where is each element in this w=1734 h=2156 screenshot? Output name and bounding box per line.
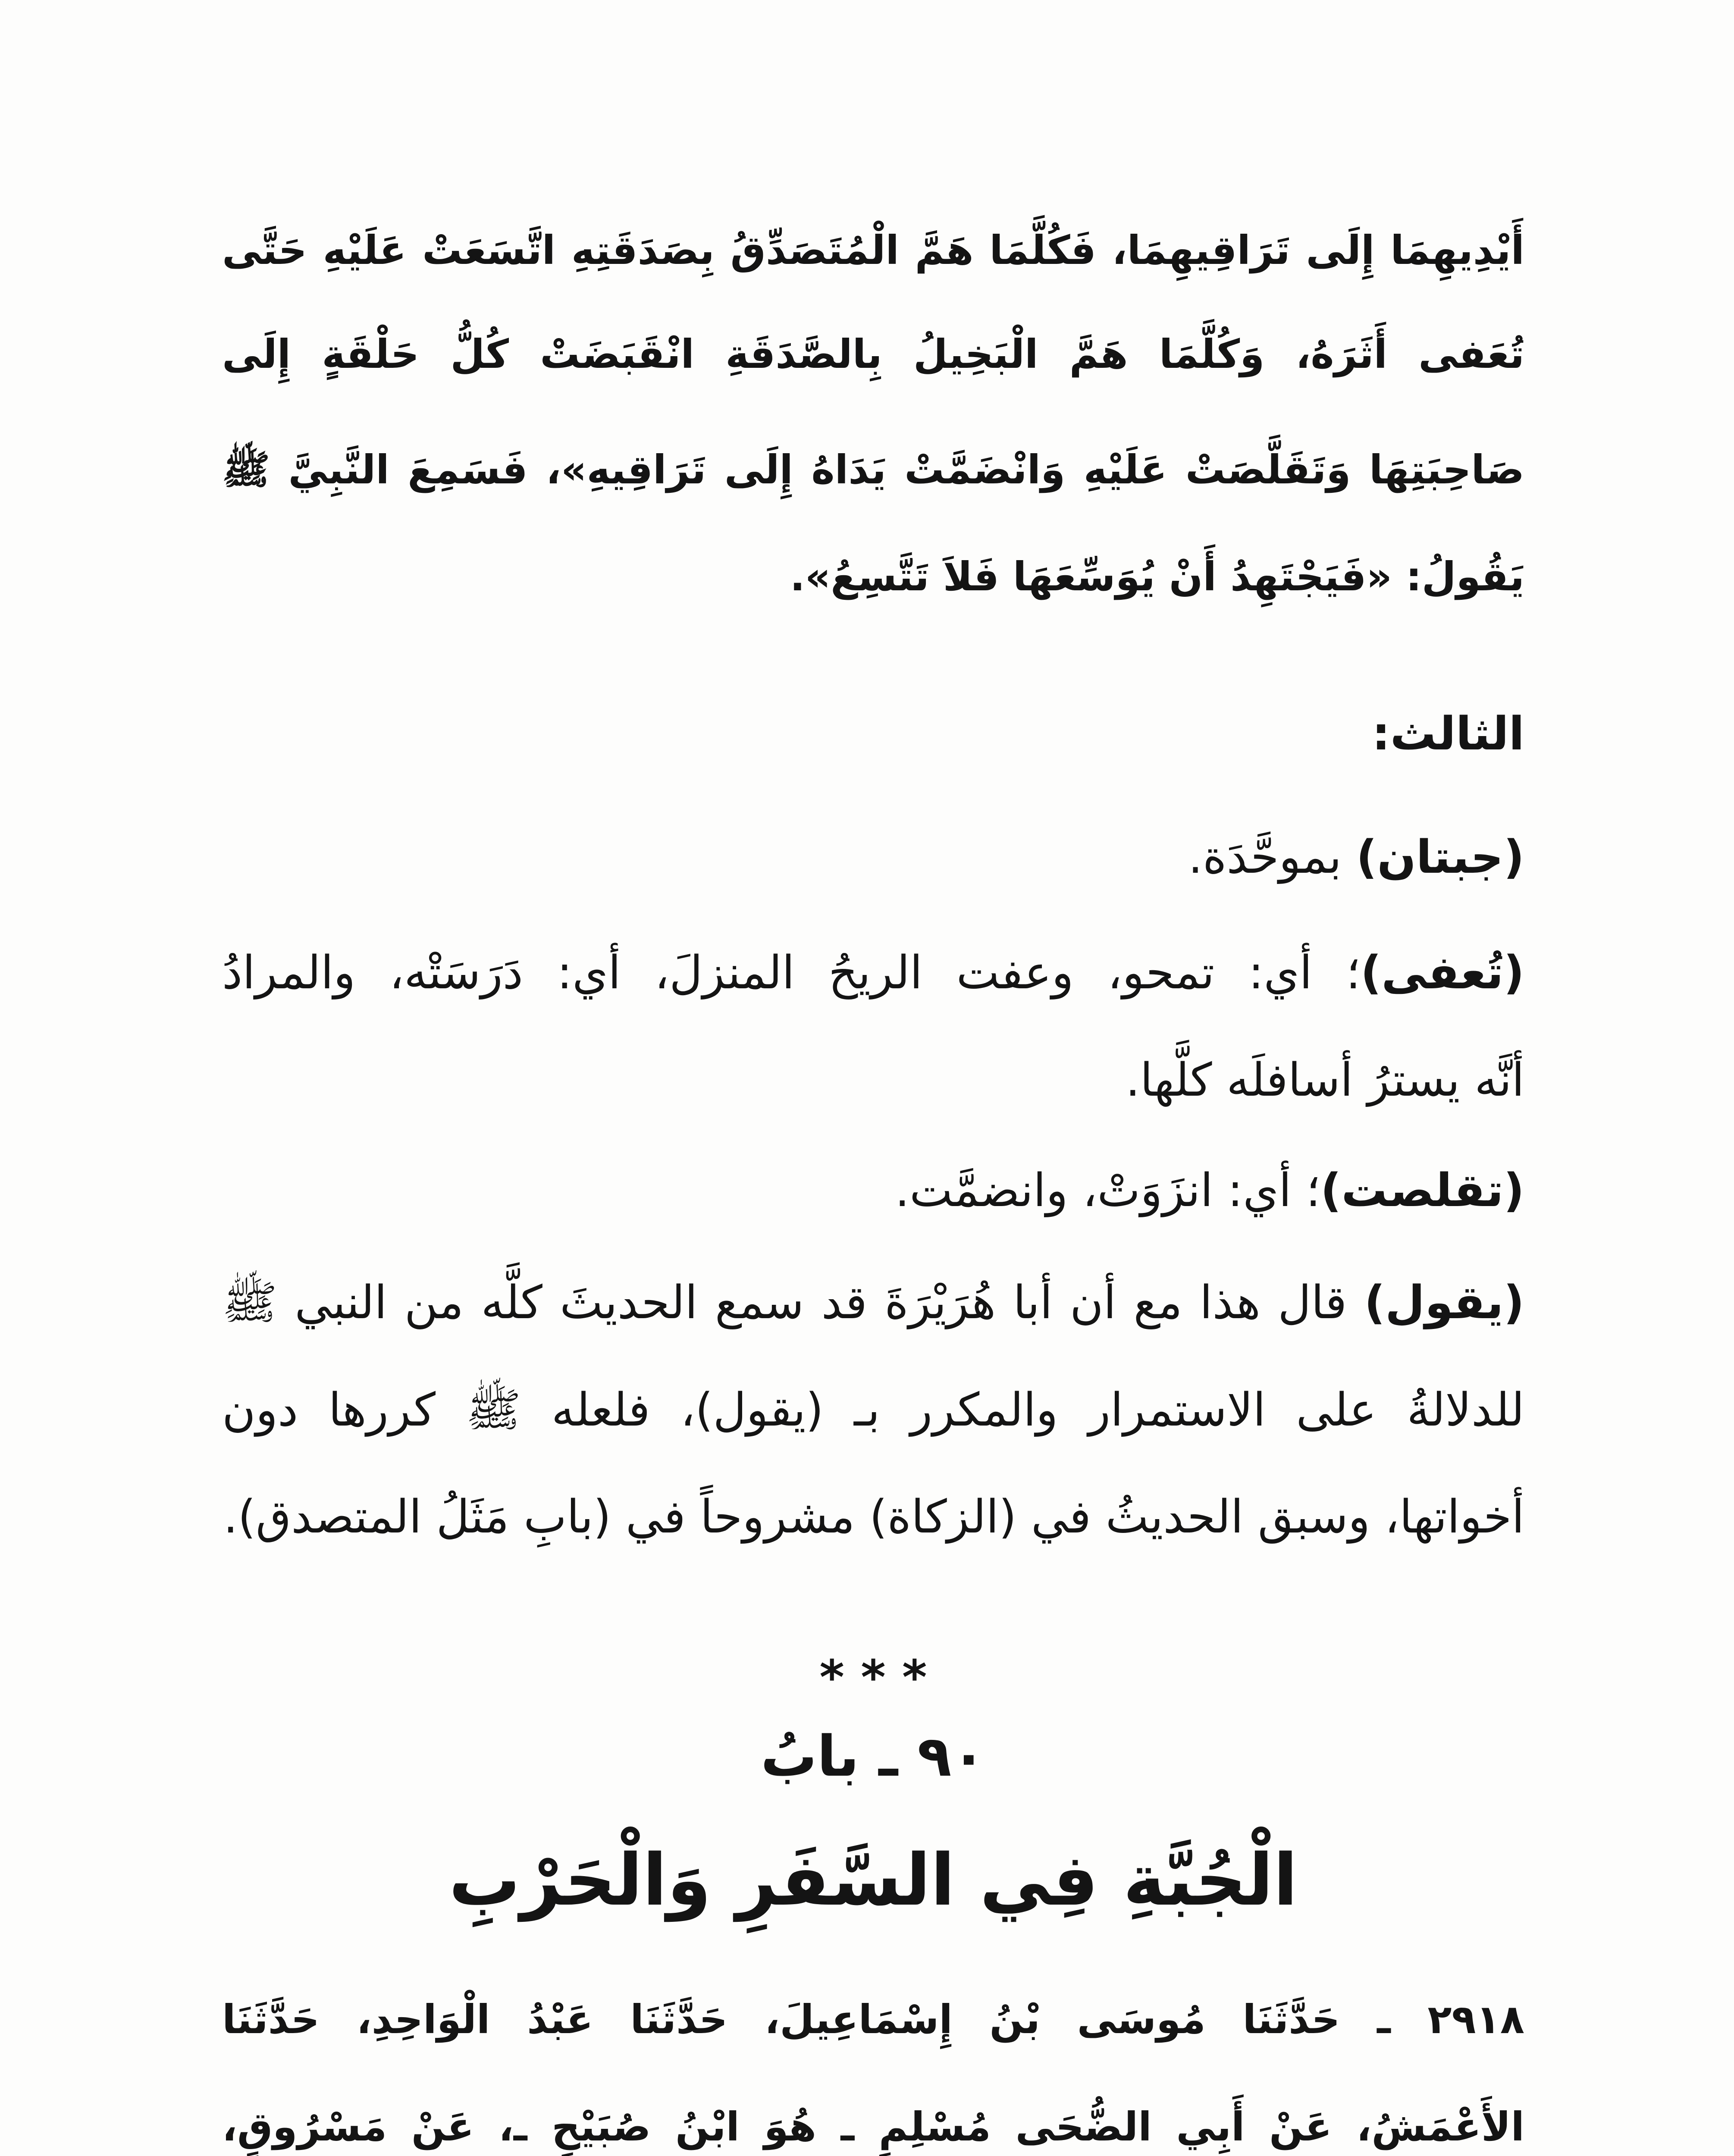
commentary-term: (جبتان) [1356, 830, 1524, 884]
commentary-term: (يقول) [1364, 1276, 1524, 1329]
commentary-continuation: أنَّه يسترُ أسافلَه كلَّها. [1126, 1053, 1524, 1106]
chapter-title: الْجُبَّةِ فِي السَّفَرِ وَالْحَرْبِ [448, 1839, 1298, 1921]
commentary-continuation: للدلالةُ على الاستمرار والمكرر بـ (يقول)، فلعله ﷺ كررها دون [222, 1383, 1524, 1436]
section-separator: * * * [819, 1650, 927, 1705]
commentary-entry [222, 805, 1524, 909]
hadith-line: ٢٩١٨ ـ حَدَّثَنَا مُوسَى بْنُ إِسْمَاعِيلَ، حَدَّثَنَا عَبْدُ الْوَاحِدِ، حَدَّثَنَا [222, 1996, 1524, 2043]
commentary-text: قال هذا مع أن أبا هُرَيْرَةَ قد سمع الحديثَ كلَّه من النبي ﷺ [222, 1276, 1364, 1329]
hadith-line: صَاحِبَتِهَا وَتَقَلَّصَتْ عَلَيْهِ وَانْضَمَّتْ يَدَاهُ إِلَى تَرَاقِيهِ»، فَسَمِعَ النَّبِيَّ ﷺ [222, 447, 1524, 493]
commentary-entry [222, 1139, 1524, 1242]
commentary-entry [222, 1251, 1524, 1354]
hadith-line: الأَعْمَشُ، عَنْ أَبِي الضُّحَى مُسْلِمٍ ـ هُوَ ابْنُ صُبَيْحٍ ـ، عَنْ مَسْرُوقٍ، [222, 2104, 1524, 2150]
hadith-line: أَيْدِيهِمَا إِلَى تَرَاقِيهِمَا، فَكُلَّمَا هَمَّ الْمُتَصَدِّقُ بِصَدَقَتِهِ اتَّسَعَتْ عَلَيْهِ حَتَّى [222, 227, 1524, 273]
commentary-continuation: أخواتها، وسبق الحديثُ في (الزكاة) مشروحاً في (بابِ مَثَلُ المتصدق). [223, 1490, 1524, 1543]
commentary-text: ؛ أي: انزَوَتْ، وانضمَّت. [895, 1164, 1321, 1217]
commentary-text: ؛ أي: تمحو، وعفت الريحُ المنزلَ، أي: دَرَسَتْه، والمرادُ [222, 946, 1361, 999]
commentary-term: (تقلصت) [1320, 1164, 1524, 1217]
hadith-line: يَقُولُ: «فَيَجْتَهِدُ أَنْ يُوَسِّعَهَا فَلاَ تَتَّسِعُ». [790, 554, 1524, 600]
commentary-heading-line [222, 682, 1524, 786]
hadith-line: تُعَفى أَثَرَهُ، وَكُلَّمَا هَمَّ الْبَخِيلُ بِالصَّدَقَةِ انْقَبَضَتْ كُلُّ حَلْقَةٍ إِلَى [222, 331, 1524, 377]
commentary-heading: الثالث: [1372, 707, 1524, 760]
chapter-number: ٩٠ ـ بابُ [761, 1724, 986, 1789]
commentary-text: بموحَّدَة. [1188, 830, 1356, 884]
commentary-entry [222, 921, 1524, 1025]
commentary-term: (تُعفى) [1360, 946, 1524, 999]
